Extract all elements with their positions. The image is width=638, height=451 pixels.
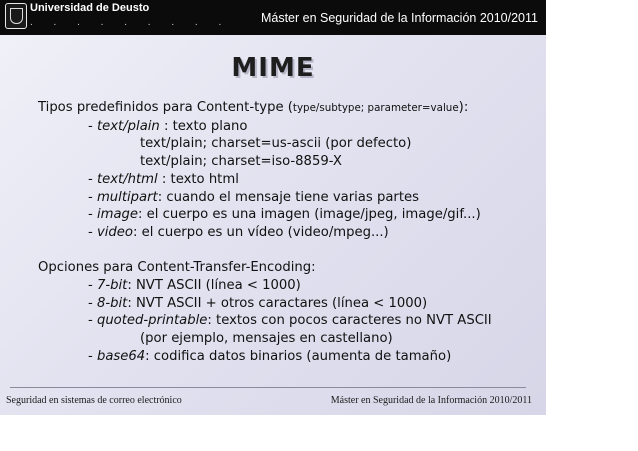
bullet-item: [38, 189, 492, 207]
text-segment: (por ejemplo, mensajes en castellano): [140, 331, 393, 347]
text-segment: text/plain; charset=us-ascii (por defecto): [140, 136, 412, 152]
bullet-item: [38, 312, 492, 330]
footer-right-text: Máster en Seguridad de la Información 2010/2011: [330, 395, 532, 406]
text-segment: : NVT ASCII + otros caractares (línea < 1000): [127, 295, 428, 311]
text-segment: -: [88, 171, 97, 187]
bullet-item: [38, 348, 492, 366]
bullet-item: [38, 295, 492, 313]
bullet-item: [38, 135, 492, 153]
text-segment: : cuando el mensaje tiene varias partes: [157, 189, 419, 205]
text-segment: : textos con pocos caracteres no NVT ASCII: [207, 313, 492, 329]
header-dots: . . . . . . . . .: [30, 17, 231, 28]
footer-divider: [10, 387, 526, 388]
slide-content: [38, 99, 492, 366]
text-segment: -: [88, 348, 97, 364]
text-segment: base64: [96, 348, 146, 364]
text-segment: -: [88, 295, 97, 311]
bullet-item: [38, 224, 492, 242]
text-segment: : NVT ASCII (línea < 1000): [127, 278, 301, 294]
university-name: Universidad de Deusto: [30, 2, 150, 14]
text-segment: Opciones para Content-Transfer-Encoding:: [38, 260, 316, 276]
text-segment: : el cuerpo es un vídeo (video/mpeg...): [132, 224, 389, 240]
bullet-item: [38, 153, 492, 171]
text-segment: -: [88, 207, 97, 223]
text-segment: image: [96, 207, 139, 223]
bullet-item: [38, 206, 492, 224]
header-bar: [0, 0, 546, 35]
text-segment: -: [88, 313, 97, 329]
bullet-item: [38, 171, 492, 189]
text-segment: ):: [458, 100, 469, 115]
text-segment: -: [88, 224, 97, 240]
bullet-heading: [38, 259, 492, 277]
bullet-item: [38, 330, 492, 348]
text-segment: : el cuerpo es una imagen (image/jpeg, image/gif...): [138, 207, 481, 223]
text-segment: video: [96, 224, 133, 240]
university-logo-icon: [5, 3, 27, 29]
bullet-item: [38, 118, 492, 136]
text-segment: 8-bit: [96, 295, 128, 311]
text-segment: 7-bit: [96, 278, 128, 294]
bullet-item: [38, 277, 492, 295]
text-segment: text/html: [96, 171, 158, 187]
footer-left-text: Seguridad en sistemas de correo electrónico: [6, 395, 182, 406]
bullet-heading: [38, 99, 492, 118]
text-segment: type/subtype; parameter=value: [292, 102, 459, 114]
text-segment: : codifica datos binarios (aumenta de tamaño): [145, 348, 452, 364]
text-segment: -: [88, 118, 97, 134]
text-segment: : texto plano: [159, 118, 248, 134]
header-title: Máster en Seguridad de la Información 2010/2011: [260, 11, 538, 25]
text-segment: text/plain: [96, 118, 160, 134]
slide-area: [0, 35, 546, 415]
text-segment: quoted-printable: [96, 313, 208, 329]
text-segment: -: [88, 189, 97, 205]
text-segment: : texto html: [157, 171, 239, 187]
slide-title: MIME: [231, 53, 315, 83]
text-segment: -: [88, 278, 97, 294]
text-segment: text/plain; charset=iso-8859-X: [140, 154, 342, 170]
text-segment: multipart: [96, 189, 158, 205]
blank-line: [38, 242, 492, 260]
text-segment: Tipos predefinidos para Content-type (: [38, 100, 293, 115]
